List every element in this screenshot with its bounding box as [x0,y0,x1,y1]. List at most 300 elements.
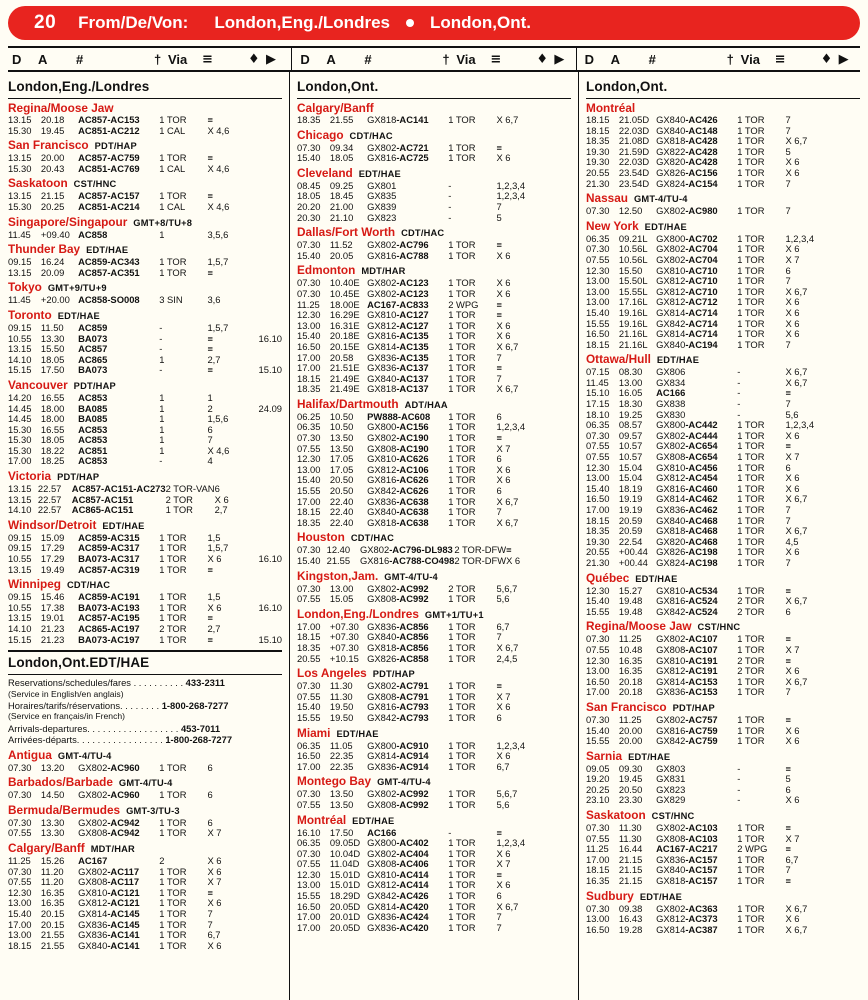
contact-label: (Service in English/en anglais) [8,688,124,699]
depart-time: 13.15 [8,483,32,495]
fare-note [540,422,571,433]
day-code: X 6 [496,152,511,164]
via-stops: 1 TOR [448,432,476,444]
via-stops: 1 TOR [737,686,765,698]
destination-timezone-note: CST/HNC [651,811,695,822]
arrive-time: 21.15 [40,190,65,202]
flight-number: GX840-AC141 [78,939,140,951]
destination-heading [8,177,282,191]
arrive-time: 21.23 [40,623,65,634]
via-stops: 1 TOR [737,482,765,494]
flight-number: GX836-AC153 [656,686,718,698]
flight-number: GX812-AC710 [656,275,718,287]
flight-number: GX810-AC710 [656,264,718,276]
via-stops: 1 TOR [737,493,765,505]
flight-table [8,323,282,376]
fare-note [540,444,571,455]
destination-heading [586,809,860,823]
flight-number: GX842-AC759 [656,735,718,747]
contact-phone-number[interactable]: 1-800-268-7277 [162,734,233,746]
fare-note: 15.10 [258,633,282,645]
fare-note [540,902,571,913]
flight-number: GX816-AC725 [367,152,429,164]
depart-time: 13.00 [8,897,32,909]
flight-number: GX835 [367,190,397,202]
depart-time: 07.55 [586,643,610,655]
flight-table [297,143,571,164]
via-stops: 1 TOR [448,287,476,299]
depart-time: 06.35 [297,739,321,751]
arrive-time: 18.00 [40,413,65,425]
via-stops: 1 TOR [448,900,476,912]
fare-note [540,240,571,251]
via-stops: 1 TOR [159,601,187,613]
fare-note [829,276,860,287]
day-code: X 6,7 [785,376,808,388]
via-stops: 1 TOR [448,847,476,859]
destination-timezone-note: CDT/HAC [401,228,445,239]
day-code: 6 [207,789,213,801]
day-code: X 6 [785,794,800,806]
arrive-time: 11.25 [618,713,642,725]
fare-note [251,856,282,867]
flight-number: GX840-AC468 [656,514,718,526]
flight-number: GX836-AC137 [367,362,429,374]
via-stops: 1 TOR [737,822,765,834]
fare-note [829,726,860,737]
day-code: ≡ [785,713,791,725]
arrive-time: 22.35 [329,760,354,772]
depart-time: 15.40 [586,724,610,736]
day-code: X 6 [785,328,800,340]
destination-name: Sarnia [586,748,623,763]
day-code: X 6,7 [785,366,808,378]
destination-name: New York [586,218,639,233]
day-code: X 6,7 [785,675,808,687]
depart-time: 16.50 [297,750,321,762]
arrive-time: 22.40 [329,516,354,528]
arrive-time: 16.29E [329,309,360,321]
depart-time: 16.50 [586,675,610,687]
arrive-time: 11.20 [40,876,64,888]
arrive-time: +09.40 [40,228,70,240]
flight-number: GX826-AC156 [656,166,718,178]
arrive-time: 21.15 [618,853,643,865]
fare-note [829,715,860,726]
table-row [8,365,282,376]
arrive-time: 21.00 [329,200,354,212]
day-code: X 7 [496,858,511,870]
destination-name: Thunder Bay [8,242,81,257]
via-stops: 1 TOR [448,362,476,374]
destination-timezone-note: GMT-4/TU-4 [377,777,431,788]
flight-number: AC858-SO008 [78,294,140,306]
fare-note [829,255,860,266]
flight-number: BA073 [78,332,108,344]
via-stops: 1 TOR [159,266,187,278]
destination-timezone-note: GMT-4/TU-4 [384,571,438,582]
day-code: 1,2,3,4 [496,179,526,191]
depart-time: 07.55 [297,593,321,605]
via-stops: 1 [159,228,165,240]
table-row [586,255,860,266]
arrive-time: 18.00 [40,402,65,414]
arrive-time: 22.57 [37,493,62,505]
day-code: X 4,6 [207,444,230,456]
fare-note: 16.10 [258,553,282,565]
via-stops: 1 TOR [159,929,187,941]
day-code: X 7 [785,643,800,655]
flight-number: GX842-AC793 [367,711,429,723]
fare-note [251,898,282,909]
day-code: 5,6 [496,798,510,810]
via-stops: 2 TOR [737,665,765,677]
contact-phone-number[interactable]: 1-800-268-7277 [159,700,229,711]
destination-name: Cleveland [297,165,353,180]
fare-note [540,880,571,891]
via-stops: 1 [159,413,165,425]
contact-block [8,677,282,745]
flight-number: GX810-AC534 [656,584,718,596]
via-stops: 2 TOR [737,605,765,617]
depart-time: 13.00 [586,472,610,484]
fare-note [545,545,571,556]
arrive-time: 20.05D [329,921,361,933]
day-code: X 6 [496,330,511,342]
via-stops: 3 SIN [159,294,183,306]
destination-name: Windsor/Detroit [8,517,97,532]
depart-time: 18.35 [297,383,321,395]
fare-note [540,741,571,752]
depart-time: 07.30 [297,847,321,859]
via-stops: 1 TOR [737,306,765,318]
destination-name: Montego Bay [297,774,372,789]
flight-table [586,234,860,351]
flight-table [8,763,282,774]
flight-number: GX808-AC406 [367,858,429,870]
flight-number: GX816-AC793 [367,701,429,713]
header-arrive: A [326,51,336,67]
destination-name: Toronto [8,307,52,322]
day-code: X 6,7 [785,525,808,537]
fare-note [829,329,860,340]
arrive-time: 13.30 [40,332,65,344]
arrive-time: 20.59 [618,514,643,526]
day-code: ≡ [496,309,502,321]
destination-name: Montréal [297,812,347,827]
day-code: ≡ [207,612,213,624]
via-stops: 1 TOR [737,166,765,178]
flight-number: GX802-AC721 [367,141,429,153]
depart-time: 21.30 [586,556,610,568]
flight-number: GX823 [367,211,397,223]
arrive-time: 19.50 [329,711,354,723]
depart-time: 11.25 [297,298,320,310]
day-code: 7 [785,114,791,125]
via-stops: 1 TOR [737,546,765,558]
day-code: 1,5 [207,531,221,543]
depart-time: 17.00 [297,760,321,772]
day-code: X 6 [207,601,222,613]
contact-label: Arrivals-departures. . . . . . . . . . . . . . . . . . [8,722,179,734]
arrive-time: +07.30 [329,620,359,632]
day-code: 6 [785,264,791,276]
arrive-time: 16.35 [618,654,643,666]
arrive-time: 22.57 [37,504,62,516]
destination-timezone-note: EDT/HAE [352,815,395,826]
arrive-time: 21.23 [40,633,65,645]
flight-table [8,818,282,839]
via-stops: 1 TOR [448,620,476,632]
page-banner [8,6,860,40]
fare-note [540,632,571,643]
fare-note [254,505,282,516]
flight-number: GX802-AC123 [367,287,429,299]
fare-note [254,495,282,506]
destination-heading [297,264,571,278]
flight-table [297,789,571,810]
destination-timezone-note: ADT/HAA [404,399,448,410]
arrive-time: 19.16L [618,317,648,329]
flight-number: GX820-AC428 [656,156,718,168]
arrive-time: 10.56L [618,243,648,255]
depart-time: 07.30 [8,816,32,828]
destination-timezone-note: GMT+1/TU+1 [424,609,484,620]
via-stops: - [159,332,163,344]
depart-time: 15.55 [586,735,610,747]
flight-number: GX818-AC137 [367,383,429,395]
flight-number: GX816-AC626 [367,474,429,486]
destination-name: San Francisco [8,138,89,153]
header-equipment-icon: ≡ [202,51,213,67]
day-code: X 7 [785,253,800,265]
arrive-time: 10.04D [329,847,361,859]
depart-time: 15.40 [586,595,610,607]
contact-phone-number[interactable]: 453-7011 [178,722,221,734]
fare-note [829,865,860,876]
fare-note [254,484,282,495]
arrive-time: 11.30 [329,690,353,702]
contact-line [8,700,282,711]
separator-dot-icon [406,19,414,27]
arrive-time: 21.16L [618,328,648,340]
via-stops: 1 TOR [737,853,765,865]
flight-number: GX840-AC426 [656,114,718,125]
fare-note [540,870,571,881]
table-row [297,518,571,529]
flight-table [8,393,282,467]
flight-number: AC857 [78,343,108,355]
arrive-time: 16.55 [40,423,65,435]
header-dagger-icon: † [442,51,450,67]
flight-number: AC857-AC351 [78,266,140,278]
fare-note [251,763,282,774]
fare-note [829,308,860,319]
fare-note [540,849,571,860]
day-code: ≡ [785,843,791,855]
destination-name: Nassau [586,191,628,206]
via-stops: 1 TOR [448,383,476,395]
flight-number: GX814-AC420 [367,900,429,912]
destination-heading [8,470,282,484]
flight-number: GX836-AC914 [367,760,429,772]
arrive-time: 15.46 [40,591,65,603]
via-stops: 1 TOR [448,701,476,713]
via-stops: 1 TOR [448,858,476,870]
fare-note [251,613,282,624]
flight-number: GX834 [656,376,686,388]
day-code: 6 [496,453,502,465]
flight-number: BA073-AC197 [78,633,140,645]
via-stops: 1 TOR [159,876,187,888]
arrive-time: 13.30 [40,827,65,839]
depart-time: 07.30 [586,822,610,834]
fare-note [251,533,282,544]
depart-time: 07.55 [8,876,32,888]
fare-note [829,607,860,618]
arrive-time: 20.50 [329,474,354,486]
table-row [586,206,860,217]
depart-time: 18.35 [586,135,610,147]
fare-note [829,823,860,834]
flight-number: GX820-AC468 [656,535,718,547]
contact-label: Arrivées-départs. . . . . . . . . . . . . . . . . [8,734,163,746]
day-code: 2,7 [207,623,221,634]
via-stops: 1 TOR [159,612,187,624]
day-code: X 4,6 [207,200,230,212]
flight-number: PW888-AC608 [367,410,431,422]
depart-time: 08.45 [297,179,321,191]
section-divider [8,650,282,652]
day-code: X 7 [496,690,511,702]
via-stops: 1 TOR [737,913,765,925]
destination-timezone-note: PDT/HAP [372,669,415,680]
column-header-rule [8,46,860,72]
arrive-time: 10.50 [329,410,354,422]
depart-time: 17.00 [586,504,610,515]
destination-name: Regina/Moose Jaw [586,619,692,634]
via-stops: 1 TOR [448,453,476,465]
arrive-time: 23.54D [618,177,650,189]
table-row [586,795,860,806]
destination-name: Sudbury [586,888,634,903]
fare-note: 16.10 [258,601,282,613]
depart-time: 13.00 [8,929,32,941]
depart-time: 10.55 [8,332,32,344]
arrive-time: 18.29D [329,890,361,902]
depart-time: 12.30 [297,868,321,880]
depart-time: 07.30 [586,713,610,725]
arrive-time: +20.00 [40,294,70,306]
flight-number: GX818-AC141 [367,114,429,125]
depart-time: 17.00 [297,911,321,923]
flight-number: AC857-AC151 [71,493,134,505]
flight-table [586,823,860,887]
destination-name: Antigua [8,747,52,762]
via-stops: - [737,398,741,410]
fare-note [829,136,860,147]
flight-number: GX824-AC154 [656,177,718,189]
day-code: 7 [496,921,502,933]
depart-time: 07.55 [297,798,321,810]
flight-number: AC853 [78,434,108,446]
flight-number: GX842-AC524 [656,605,718,617]
day-code: 1,2,3,4 [496,190,526,202]
depart-time: 18.10 [586,408,610,420]
contact-note [8,711,282,722]
fare-note [251,456,282,467]
via-stops: 1 TOR [737,317,765,329]
arrive-time: 21.59D [618,145,650,157]
day-code: X 6 [207,897,222,909]
day-code: 1,2,3,4 [785,419,815,431]
destination-heading [8,309,282,323]
day-code: X 4,6 [207,124,230,136]
day-code: X 4,6 [207,162,230,174]
depart-time: 06.35 [297,421,321,433]
depart-time: 15.40 [586,306,610,318]
fare-note [540,789,571,800]
depart-time: 15.30 [8,423,32,435]
destination-heading [297,570,571,584]
destination-heading [8,776,282,790]
flight-number: GX836-AC145 [78,918,140,930]
destination-heading [8,281,282,295]
via-stops: 1 TOR [159,761,187,773]
table-row [8,295,282,306]
depart-time: 20.55 [586,166,610,178]
day-code: X 6,7 [496,900,519,912]
via-stops: 1 TOR [737,864,765,876]
arrive-time: 17.05 [329,453,354,465]
flight-number: GX836-AC157 [656,853,718,865]
destination-name: Ottawa/Hull [586,352,651,367]
fare-note [829,340,860,351]
fare-note [251,435,282,446]
via-stops: 1 TOR [737,264,765,276]
via-stops: 1 TOR [737,429,765,441]
column-header-group-2 [291,48,575,70]
depart-time: 21.30 [586,177,610,189]
depart-time: 18.35 [297,114,321,125]
arrive-time: 17.50 [40,364,65,376]
depart-time: 18.15 [8,939,32,951]
contact-phone-number[interactable]: 433-2311 [183,677,225,689]
flight-number: GX836-AC141 [78,929,140,941]
fare-note [540,762,571,773]
flight-number: AC166 [656,387,686,399]
flight-number: GX812-AC710 [656,285,718,297]
via-stops: 1 TOR [448,485,476,497]
flight-table [297,115,571,126]
flight-table [297,278,571,395]
from-label: From/De/Von: [78,13,189,32]
table-row [586,505,860,516]
depart-time: 10.55 [8,601,32,613]
destination-timezone-note: PDT/HAP [57,472,100,483]
day-code: 5,6,7 [496,582,518,594]
table-row [586,558,860,569]
depart-time: 15.30 [8,434,32,446]
arrive-time: 22.54 [618,535,643,547]
flight-table [586,904,860,936]
via-stops: 1 [159,444,165,456]
flight-number: GX814-AC714 [656,328,718,340]
depart-time: 07.55 [297,442,321,454]
via-stops: 1 TOR [737,145,765,157]
arrive-time: 19.49 [40,563,65,575]
day-code: X 7 [207,876,222,888]
